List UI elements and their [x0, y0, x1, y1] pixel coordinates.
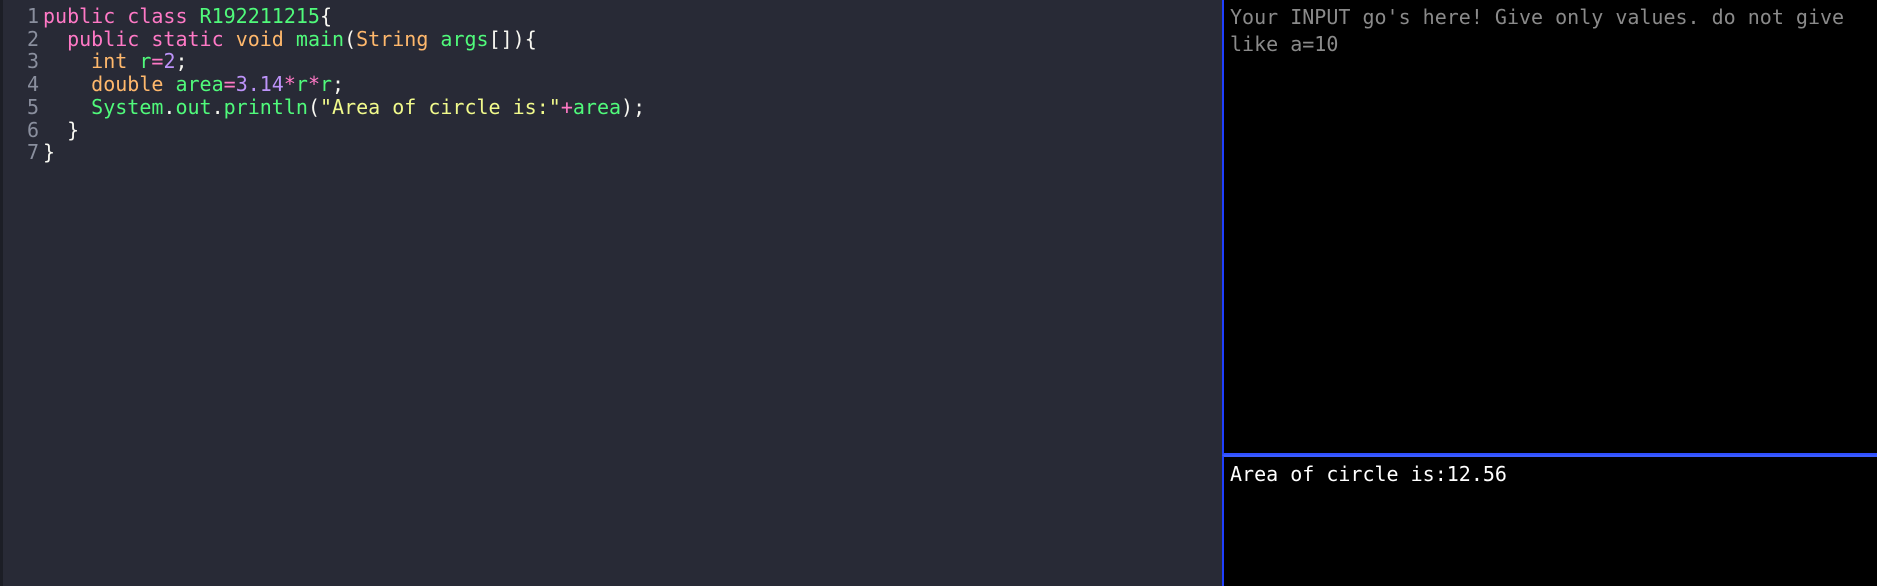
code-token: public [67, 26, 152, 51]
line-number: 4 [26, 72, 39, 97]
input-panel [1222, 0, 1877, 455]
code-token: ; [332, 72, 345, 97]
code-token [43, 95, 91, 119]
program-input-field[interactable] [1224, 0, 1877, 453]
line-number: 3 [26, 49, 39, 74]
code-token: String [356, 26, 441, 51]
code-token: ); [621, 94, 646, 119]
code-token: println [223, 94, 308, 119]
code-token: double [91, 72, 176, 97]
code-token: R192211215 [199, 4, 320, 28]
code-token: out [175, 94, 212, 119]
output-text: Area of circle is:12.56 [1230, 462, 1507, 486]
code-token: main [295, 26, 345, 51]
code-token: area [572, 94, 622, 119]
code-token: static [151, 26, 236, 51]
code-token: []){ [488, 26, 537, 51]
code-token [43, 72, 91, 96]
code-token: * [307, 72, 320, 97]
code-token: { [319, 4, 333, 28]
code-token: int [91, 49, 140, 74]
code-token: 3.14 [235, 72, 284, 97]
code-token: . [163, 94, 176, 119]
code-token [43, 49, 91, 73]
code-token: * [283, 72, 296, 97]
line-number: 7 [26, 140, 39, 165]
code-token: ; [175, 49, 188, 74]
code-token: = [223, 72, 236, 97]
code-token: 2 [163, 49, 176, 74]
code-token: r [295, 72, 308, 97]
code-token: void [235, 26, 296, 51]
code-line[interactable] [3, 94, 645, 121]
code-token: "Area of circle is:" [319, 94, 561, 119]
code-token: class [127, 4, 200, 28]
code-token: } [43, 140, 56, 165]
line-number: 5 [26, 94, 39, 119]
code-token: r [320, 72, 333, 97]
code-token: = [151, 49, 164, 74]
output-panel [1222, 455, 1877, 586]
code-token: ( [344, 26, 357, 51]
line-number: 2 [26, 26, 39, 51]
code-token: ( [307, 94, 320, 119]
code-token: r [139, 49, 152, 74]
line-number: 1 [26, 4, 39, 28]
code-token: . [211, 94, 224, 119]
code-token: System [91, 94, 164, 119]
code-token: } [43, 117, 80, 142]
code-token [43, 27, 67, 51]
code-token: area [175, 72, 224, 97]
code-token: public [43, 4, 128, 28]
line-number: 6 [26, 117, 39, 142]
code-content [43, 94, 645, 121]
code-token: + [560, 94, 573, 119]
code-line[interactable] [3, 139, 55, 166]
code-content [43, 139, 55, 166]
code-token: args [440, 26, 489, 51]
